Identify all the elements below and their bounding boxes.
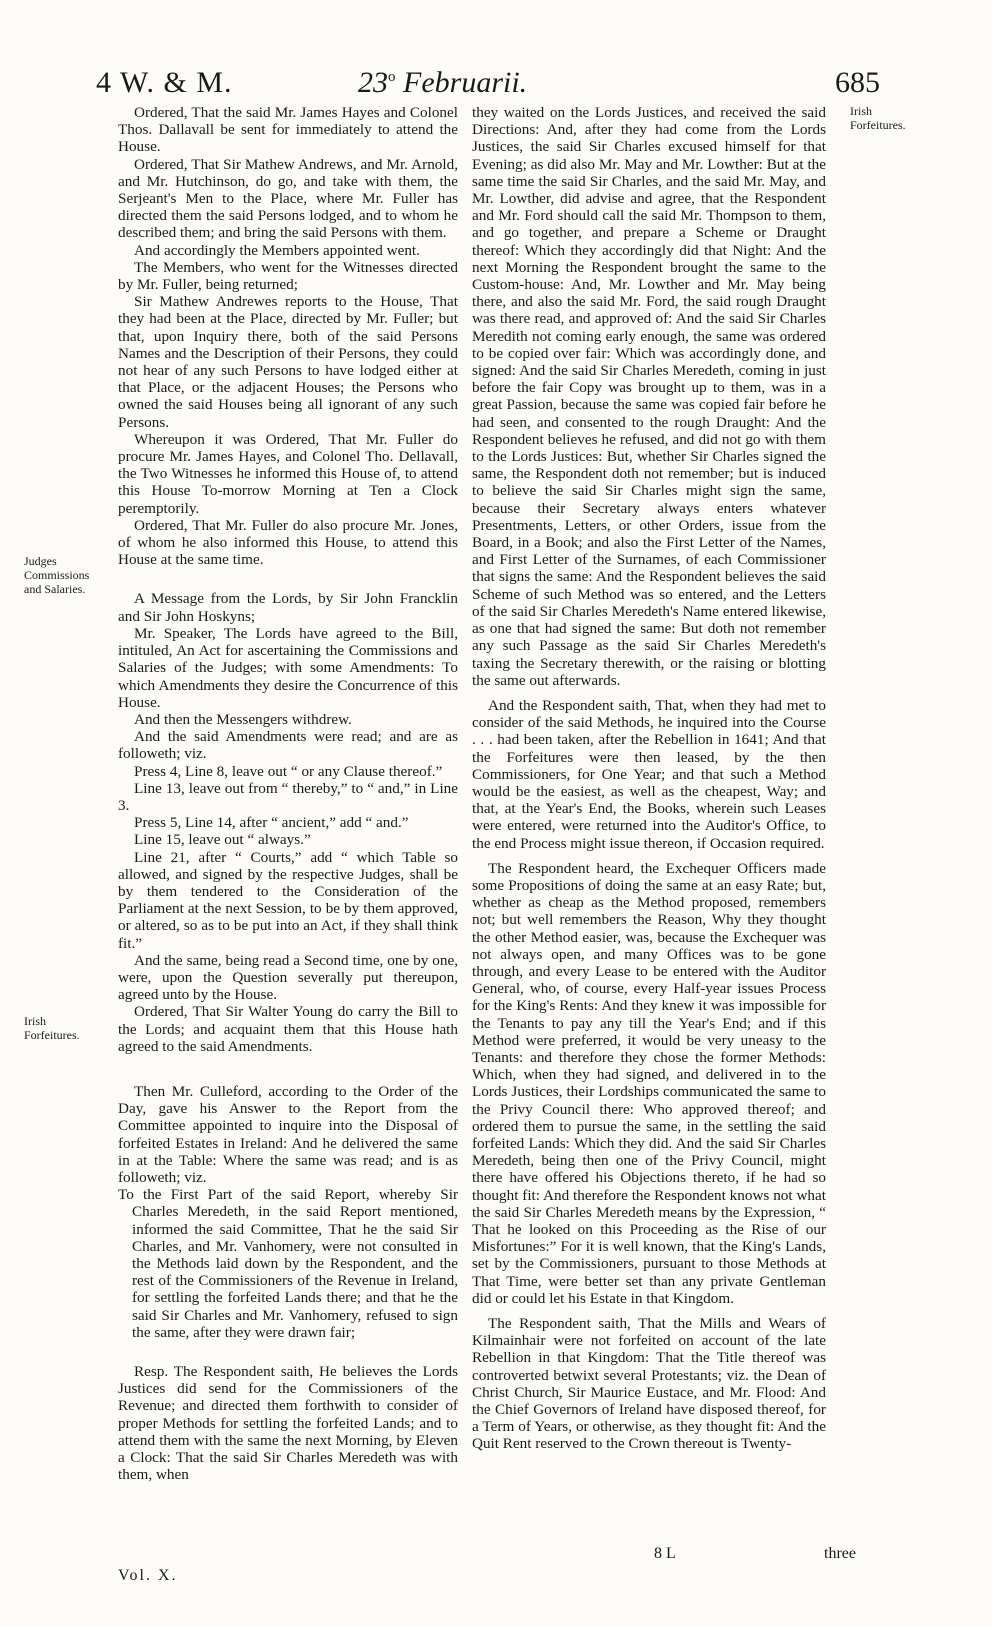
paragraph: A Message from the Lords, by Sir John Francklin and Sir John Hoskyns; <box>118 590 458 625</box>
paragraph: Line 13, leave out from “ thereby,” to “ and,” in Line 3. <box>118 779 458 814</box>
paragraph: Whereupon it was Ordered, That Mr. Fuller do procure Mr. James Hayes, and Colonel Tho. Dellavall, the Two Witnesses he informed this House of, to attend this House To-morrow Morning at Ten a Clock peremptorily. <box>118 430 458 517</box>
running-head-date <box>358 66 527 100</box>
paragraph: Line 15, leave out “ always.” <box>134 831 311 849</box>
paragraph: And the same, being read a Second time, one by one, were, upon the Question severally put thereupon, agreed unto by the House. <box>118 951 458 1004</box>
footer-catchword: three <box>824 1545 856 1562</box>
running-head-regnal-year: 4 W. & M. <box>96 66 233 99</box>
paragraph: Press 5, Line 14, after “ ancient,” add “ and.” <box>134 814 409 832</box>
paragraph: The Respondent heard, the Exchequer Officers made some Propositions of doing the same at an easy Rate; but, whether as cheap as the Method proposed, remembers not; but well remembers the Reason, Why they thought the other Method easier, was, because the Exchequer was not always open, and many Offices was to be gone through, and every Lease to be entered with the Auditor General, who, of course, every Half-year issues Process for the King's Rents: And they knew it was impossible for the Tenants to pay any till the Year's End; and if this Method were preferred, it would be very uneasy to the Tenants: and therefore they chose the former Methods: Which, when they had signed, and delivered in to the Lords Justices, their Lordships communicated the same to the Privy Council there: Who approved thereof; and ordered them to pursue the same, in the settling the said forfeited Lands: Which they did. And the said Sir Charles Meredeth, being then one of the Privy Council, might there have offered his Objections thereto, if he had so thought fit: And therefore the Respondent knows not what the said Sir Charles Meredeth means by the Expression, “ That he looked on this Proceeding as the Rise of our Misfortunes:” For it is well known, that the King's Lands, set by the Commissioners, pursuant to those Methods at That Time, were better set than any private Gentleman did or could let his Estate in that Kingdom. <box>472 859 826 1307</box>
margin-note-irish-forfeitures-right: Irish Forfeitures. <box>850 104 906 132</box>
margin-note-judges-commissions: Judges Commissions and Salaries. <box>24 554 90 596</box>
paragraph: Mr. Speaker, The Lords have agreed to the Bill, intituled, An Act for ascertaining the Commissions and Salaries of the Judges; with some Amendments: To which Amendments they desire the Concurrence of this House. <box>118 624 458 711</box>
paragraph: Ordered, That Mr. Fuller do also procure Mr. Jones, of whom he also informed this House, to attend this House at the same time. <box>118 516 458 569</box>
paragraph: And then the Messengers withdrew. <box>134 710 352 728</box>
paragraph: Ordered, That Sir Mathew Andrews, and Mr. Arnold, and Mr. Hutchinson, do go, and take with them, the Serjeant's Men to the Place, where Mr. Fuller has directed them the said Persons lodged, and to whom he described them; and bring the said Persons with them. <box>118 155 458 242</box>
paragraph: And the Respondent saith, That, when they had met to consider of the said Methods, he inquired into the Course . . . had been taken, after the Rebellion in 1641; And that the Forfeitures were then leased, by the then Commissioners, for One Year; and that such a Method would be the easiest, as well as the cheapest, Way; and that, at the Year's End, the Books, wherein such Leases were entered, were returned into the Auditor's Office, to the end Process might issue thereon, if Occasion required. <box>472 696 826 852</box>
paragraph: The Members, who went for the Witnesses directed by Mr. Fuller, being returned; <box>118 258 458 294</box>
margin-note-irish-forfeitures-left: Irish Forfeitures. <box>24 1014 80 1042</box>
paragraph: Then Mr. Culleford, according to the Order of the Day, gave his Answer to the Report from the Committee appointed to inquire into the Disposal of forfeited Estates in Ireland: And he delivered the same in at the Table: Where the same was read; and is as followeth; viz. <box>118 1082 458 1186</box>
left-column <box>118 104 458 1483</box>
date-sup: o <box>388 69 396 85</box>
paragraph: Resp. The Respondent saith, He believes the Lords Justices did send for the Commissioners of the Revenue; and directed them forthwith to consider of proper Methods for settling the forfeited Lands; and to attend them with the same the next Morning, by Eleven a Clock: That the said Sir Charles Meredeth was with them, when <box>118 1363 458 1484</box>
paragraph: Line 21, after “ Courts,” add “ which Table so allowed, and signed by the respective Judges, shall be by them tendered to the Consideration of the Parliament at the next Session, to be by them approved, or altered, so as to be put into an Act, if they shall think fit.” <box>118 848 458 952</box>
paragraph: And the said Amendments were read; and are as followeth; viz. <box>118 728 458 763</box>
footer-signature-mark: 8 L <box>654 1545 676 1562</box>
paragraph: Press 4, Line 8, leave out “ or any Clause thereof.” <box>134 762 443 780</box>
paragraph: Ordered, That the said Mr. James Hayes and Colonel Thos. Dallavall be sent for immediately to attend the House. <box>118 104 458 156</box>
paragraph: Sir Mathew Andrewes reports to the House, That they had been at the Place, directed by Mr. Fuller; but that, upon Inquiry there, both of the said Persons Names and the Description of their Persons, they could not hear of any such Persons to have lodged either at that Place, or the adjacent Houses; the Persons who owned the said Houses being all ignorant of any such Persons. <box>118 293 458 431</box>
paragraph: they waited on the Lords Justices, and received the said Directions: And, after they had come from the Lords Justices, the said Sir Charles excused himself for that Evening; as did also Mr. May and Mr. Lowther: But at the same time the said Sir Charles, and the said Mr. May, and Mr. Lowther, did advise and agree, that the Respondent and Mr. Ford should call the said Mr. Thompson to them, and go together, and prepare a Scheme or Draught thereof: Which they accordingly did that Night: And the next Morning the Respondent brought the same to the Custom-house: And, Mr. Lowther and Mr. May being there, and also the said Mr. Ford, the said rough Draught was there read, and approved of: And the said Sir Charles Meredith not coming early enough, the same was ordered to be copied over fair: Which was accordingly done, and signed: And the said Sir Charles Meredeth, coming in just before the fair Copy was brought up to them, was in a great Passion, because the same was copied fair before he had seen, and consented to the rough Draught: And the Respondent believes he refused, and did not go with them to the Lords Justices: But, whether Sir Charles signed the same, the Respondent doth not remember; but is induced to believe the said Sir Charles might sign the same, because their Secretary always enters whatever Presentments, Letters, or other Orders, issue from the Board, in a Book; and also the First Letter of the Names, and First Letter of the Surnames, of each Commissioner that signs the same: And the Respondent believes the said Scheme of such Method was so entered, and the Letters of the said Sir Charles Meredeth's Name entered likewise, as one that had signed the same: But doth not remember any such Passage as the said Sir Charles Meredeth's taxing the Secretary therewith, or the raising or blotting the same out afterwards. <box>472 104 826 689</box>
paragraph: And accordingly the Members appointed went. <box>134 241 420 259</box>
date-month: Februarii. <box>403 66 528 99</box>
right-column <box>472 104 826 1453</box>
paragraph: The Respondent saith, That the Mills and Wears of Kilmainhair were not forfeited on account of the late Rebellion in that Kingdom: That the Title thereof was controverted betwixt several Protestants; viz. the Dean of Christ Church, Sir Maurice Eustace, and Mr. Flood: And the Chief Governors of Ireland have disposed thereof, for a Term of Years, or otherwise, as they thought fit: And the Quit Rent reserved to the Crown thereout is Twenty- <box>472 1315 826 1453</box>
page-number: 685 <box>835 66 880 99</box>
footer-volume: Vol. X. <box>118 1567 178 1584</box>
paragraph: To the First Part of the said Report, whereby Sir Charles Meredeth, in the said Report mentioned, informed the said Committee, That he the said Sir Charles, and Mr. Vanhomery, were not consulted in the Methods laid down by the Respondent, and the rest of the Commissioners of the Revenue in Ireland, for settling the forfeited Lands there; and that he the said Sir Charles and Mr. Vanhomery, refused to sign the same, after they were drawn fair; <box>118 1186 458 1341</box>
date-day: 23 <box>358 66 388 99</box>
paragraph: Ordered, That Sir Walter Young do carry the Bill to the Lords; and acquaint them that this House hath agreed to the said Amendments. <box>118 1003 458 1055</box>
